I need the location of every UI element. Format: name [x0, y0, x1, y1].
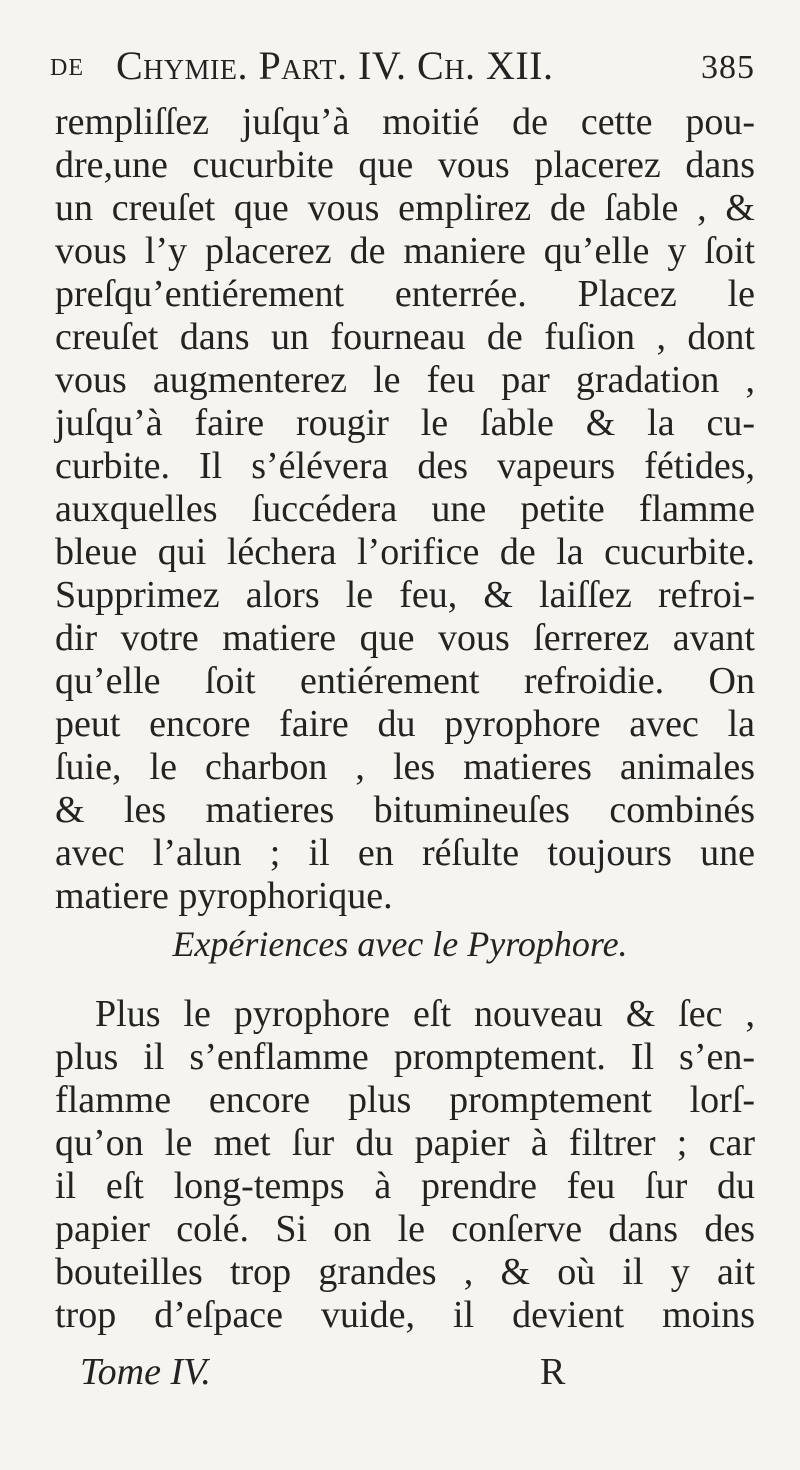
text-line: vous l’y placerez de maniere qu’elle y ſoit	[55, 230, 755, 272]
text-line: & les matieres bitumineuſes combinés	[55, 789, 755, 831]
text-line: vous augmenterez le feu par gradation ,	[55, 359, 755, 401]
text-line: avec l’alun ; il en réſulte toujours une	[55, 832, 755, 874]
text-line: qu’on le met ſur du papier à filtrer ; car	[55, 1122, 755, 1164]
text-line: juſqu’à faire rougir le ſable & la cu-	[55, 402, 755, 444]
text-line: matiere pyrophorique.	[55, 875, 393, 917]
text-line: peut encore faire du pyrophore avec la	[55, 703, 755, 745]
text-line: ſuie, le charbon , les matieres animales	[55, 746, 755, 788]
page-number: 385	[701, 49, 755, 86]
text-line: un creuſet que vous emplirez de ſable , &	[55, 187, 755, 229]
text-line: plus il s’enflamme promptement. Il s’en-	[55, 1036, 755, 1078]
section-heading: Expériences avec le Pyrophore.	[172, 924, 628, 964]
text-line: auxquelles ſuccédera une petite flamme	[55, 488, 755, 530]
text-line: papier colé. Si on le conſerve dans des	[55, 1208, 755, 1250]
page-footer	[80, 1348, 800, 1396]
text-line: creuſet dans un fourneau de fuſion , dont	[55, 316, 755, 358]
running-head-title: Chymie. Part. IV. Ch. XII.	[116, 43, 554, 88]
text-line: bouteilles trop grandes , & où il y ait	[55, 1251, 755, 1293]
text-line: dre,une cucurbite que vous placerez dans	[55, 144, 755, 186]
text-line: curbite. Il s’élévera des vapeurs fétides,	[55, 445, 755, 487]
text-line: rempliſſez juſqu’à moitié de cette pou-	[55, 101, 755, 143]
text-line: qu’elle ſoit entiérement refroidie. On	[55, 660, 755, 702]
text-line: bleue qui léchera l’orifice de la cucurbite.	[55, 531, 755, 573]
text-line: Plus le pyrophore eſt nouveau & ſec ,	[95, 993, 755, 1035]
text-line: trop d’eſpace vuide, il devient moins	[55, 1294, 755, 1336]
text-line: dir votre matiere que vous ſerrerez avant	[55, 617, 755, 659]
text-line: flamme encore plus promptement lorſ-	[55, 1079, 755, 1121]
running-head-prefix: DE	[50, 55, 84, 81]
volume-label: Tome IV.	[80, 1351, 211, 1393]
signature-mark: R	[540, 1351, 566, 1393]
text-line: preſqu’entiérement enterrée. Placez le	[55, 273, 755, 315]
running-head	[50, 40, 755, 92]
text-line: Supprimez alors le feu, & laiſſez refroi-	[55, 574, 755, 616]
text-line: il eſt long-temps à prendre feu ſur du	[55, 1165, 755, 1207]
